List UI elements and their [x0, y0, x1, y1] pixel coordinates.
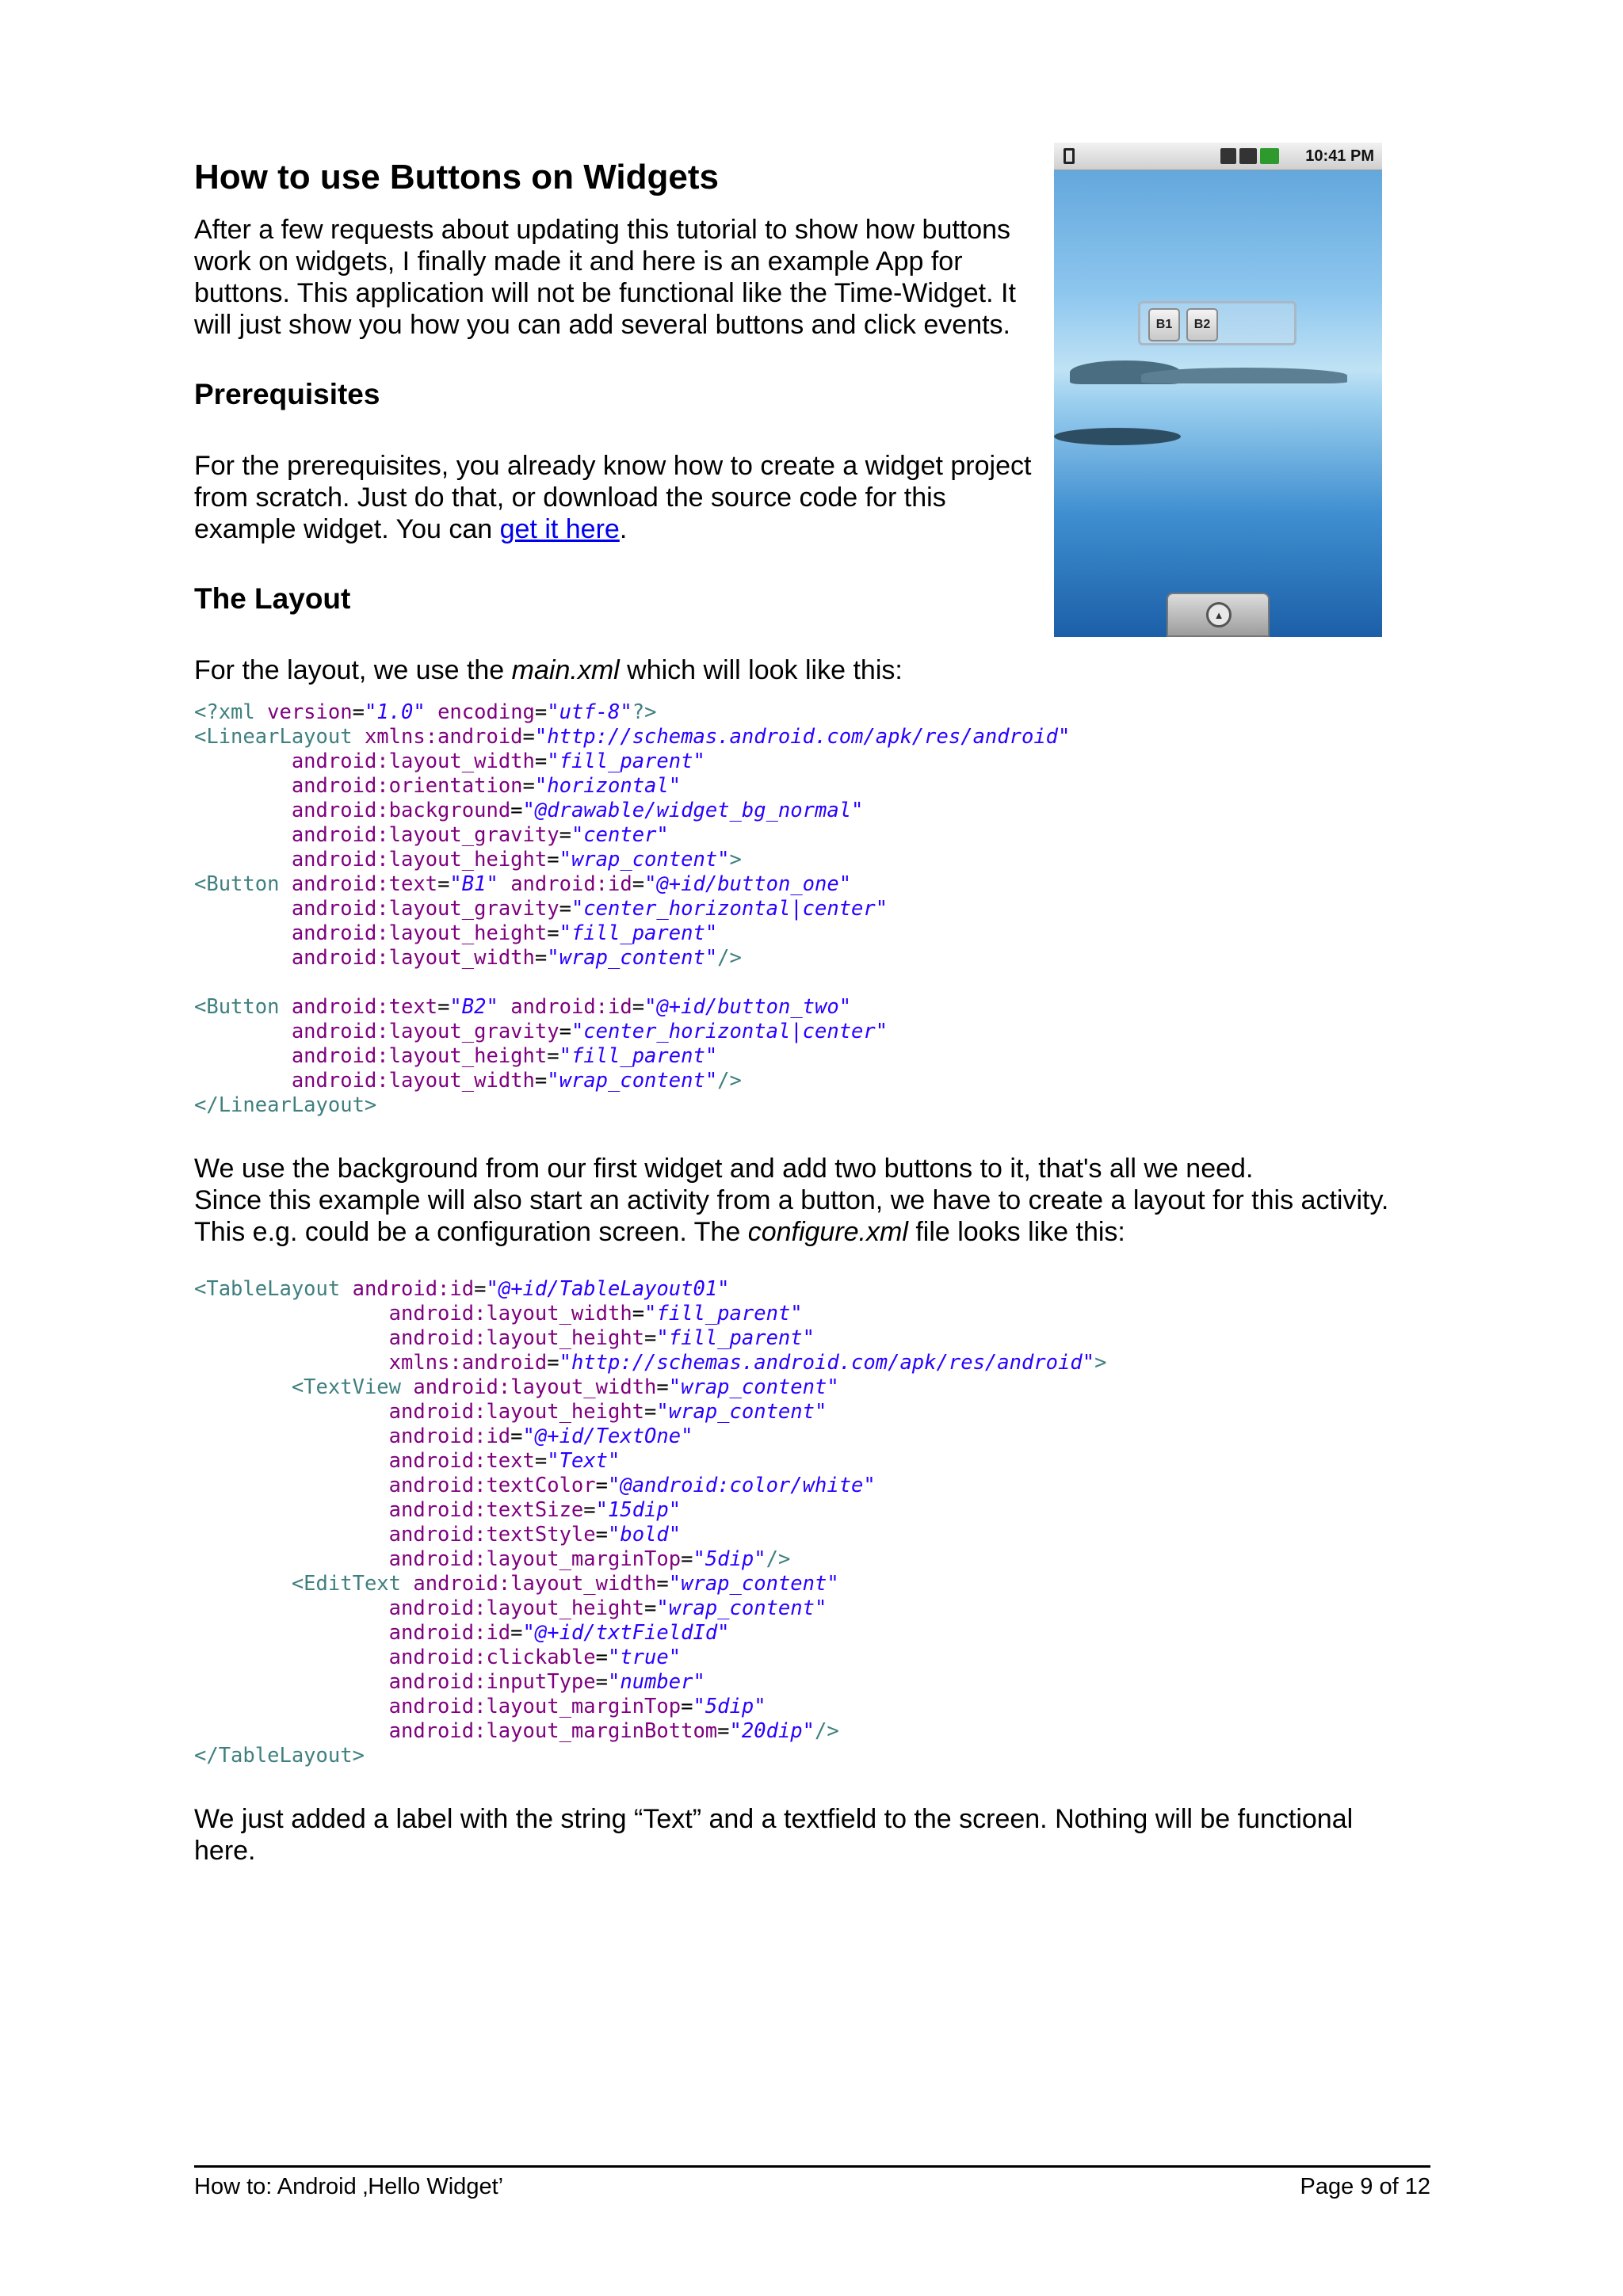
code-token: =	[644, 1596, 657, 1620]
code-token: />	[814, 1719, 839, 1743]
code-token: android:layout_width	[291, 749, 535, 773]
code-token: "wrap_content"	[547, 946, 718, 970]
code-token: "5dip"	[693, 1547, 766, 1571]
code-token: android:id	[352, 1277, 475, 1301]
main-xml-filename: main.xml	[511, 655, 620, 685]
code-line	[194, 774, 681, 798]
code-token	[498, 872, 510, 896]
code-token: "1.0"	[364, 700, 426, 724]
code-token: =	[534, 1449, 548, 1473]
launcher-tray[interactable]	[1167, 593, 1270, 637]
code-token	[194, 1719, 389, 1743]
code-token: =	[559, 1020, 571, 1043]
code-line	[194, 921, 717, 945]
code-token: android:layout_marginBottom	[388, 1719, 718, 1743]
footer-page-number: Page 9 of 12	[1300, 2174, 1430, 2199]
code-token: =	[681, 1695, 693, 1718]
code-line	[194, 1621, 730, 1645]
middle-paragraph: We use the background from our first widget and add two buttons to it, that's all we need. Since this example will also start an activity from a button, we have to create a layout for this activity. This e.g. could be a configuration screen. The configure.xml file looks like this:	[194, 1154, 1389, 1247]
code-token: version	[267, 700, 353, 724]
code-token: />	[717, 1069, 742, 1093]
intro-line: After a few requests about updating this tutorial to show how buttons	[194, 215, 1011, 245]
code-line	[194, 1572, 839, 1596]
code-token: android:layout_width	[388, 1302, 632, 1325]
code-token: "B1"	[449, 872, 498, 896]
code-token: =	[522, 725, 535, 749]
code-token: >	[729, 848, 742, 871]
code-token: "center"	[571, 823, 669, 847]
status-time: 10:41 PM	[1305, 147, 1374, 165]
code-token	[194, 1069, 292, 1093]
widget-button-b1[interactable]: B1	[1148, 308, 1180, 341]
code-token	[194, 1670, 389, 1694]
code-token: android:layout_marginTop	[388, 1547, 682, 1571]
code-line	[194, 1498, 681, 1522]
code-token: =	[510, 1425, 523, 1448]
code-token: android:layout_height	[291, 1044, 548, 1068]
code-token	[194, 1351, 389, 1375]
code-token: <Button	[194, 872, 292, 896]
code-token: =	[437, 872, 450, 896]
prereq-line: For the prerequisites, you already know how to create a widget project	[194, 451, 1032, 481]
code-token: "wrap_content"	[547, 1069, 718, 1093]
code-token: =	[510, 799, 523, 822]
code-token	[426, 700, 437, 724]
code-token: =	[534, 1069, 548, 1093]
code-line	[194, 823, 669, 847]
code-token	[498, 995, 510, 1019]
code-token: android:id	[510, 872, 632, 896]
code-line	[194, 1596, 827, 1620]
code-token: <?xml	[194, 700, 268, 724]
code-token: "5dip"	[693, 1695, 766, 1718]
code-token: <Button	[194, 995, 292, 1019]
sim-card-icon	[1064, 148, 1075, 164]
code-token: android:layout_width	[291, 946, 535, 970]
configure-xml-filename: configure.xml	[747, 1217, 908, 1247]
code-token: =	[559, 897, 571, 921]
code-token: <EditText	[291, 1572, 414, 1596]
code-token: "@+id/TextOne"	[522, 1425, 693, 1448]
code-token: =	[522, 774, 535, 798]
code-token: android:layout_height	[388, 1326, 645, 1350]
code-line	[194, 1375, 839, 1399]
code-token: "http://schemas.android.com/apk/res/android"	[559, 1351, 1095, 1375]
code-token: android:text	[388, 1449, 535, 1473]
code-token	[194, 1400, 389, 1424]
code-line	[194, 1326, 815, 1350]
code-token	[194, 1621, 389, 1645]
code-token: "center_horizontal|center"	[571, 1020, 888, 1043]
code-line	[194, 1093, 376, 1117]
code-token: "B2"	[449, 995, 498, 1019]
signal-strength-icon	[1239, 148, 1257, 164]
network-3g-icon	[1220, 148, 1236, 164]
code-line	[194, 1020, 888, 1043]
code-token: "http://schemas.android.com/apk/res/android"	[534, 725, 1071, 749]
code-token: "wrap_content"	[668, 1572, 839, 1596]
page-title: How to use Buttons on Widgets	[194, 158, 719, 196]
code-token: "number"	[608, 1670, 705, 1694]
code-token: android:layout_gravity	[291, 823, 559, 847]
footer-divider	[194, 2165, 1430, 2168]
code-token	[194, 946, 292, 970]
code-line	[194, 1044, 717, 1068]
code-token: android:clickable	[388, 1646, 596, 1669]
code-token: "fill_parent"	[547, 749, 705, 773]
code-token: "20dip"	[729, 1719, 815, 1743]
intro-line: work on widgets, I finally made it and here is an example App for	[194, 246, 963, 277]
code-token: =	[656, 1375, 669, 1399]
code-token: android:textColor	[388, 1474, 596, 1497]
code-token: android:layout_height	[388, 1400, 645, 1424]
code-token: android:orientation	[291, 774, 523, 798]
code-token: =	[632, 995, 645, 1019]
code-line	[194, 995, 851, 1019]
code-token: "horizontal"	[534, 774, 682, 798]
code-token: />	[766, 1547, 791, 1571]
code-line	[194, 799, 863, 822]
code-token: "@+id/button_two"	[644, 995, 852, 1019]
code-line	[194, 848, 742, 871]
code-token: <TextView	[291, 1375, 414, 1399]
code-line	[194, 1400, 827, 1424]
code-token: "@+id/button_one"	[644, 872, 852, 896]
battery-icon	[1260, 148, 1279, 164]
code-token: xmlns:android	[388, 1351, 548, 1375]
code-token: "@+id/txtFieldId"	[522, 1621, 730, 1645]
code-token: android:textSize	[388, 1498, 584, 1522]
prerequisites-paragraph: For the prerequisites, you already know how to create a widget project from scratch. Just do that, or download the source code for this example widget. You can get it here.	[194, 451, 1032, 544]
code-token: android:id	[510, 995, 632, 1019]
code-token: "wrap_content"	[559, 848, 730, 871]
widget-button-b2[interactable]: B2	[1186, 308, 1218, 341]
code-token	[194, 1020, 292, 1043]
code-token: =	[632, 872, 645, 896]
main-xml-code-block	[194, 700, 1070, 1118]
code-token: android:inputType	[388, 1670, 596, 1694]
code-token: android:layout_height	[291, 848, 548, 871]
code-token: android:layout_gravity	[291, 897, 559, 921]
get-it-here-link[interactable]: get it here	[499, 514, 620, 544]
code-token: "center_horizontal|center"	[571, 897, 888, 921]
code-token	[194, 1044, 292, 1068]
code-line	[194, 1523, 681, 1547]
code-token: =	[547, 1044, 559, 1068]
code-token: <LinearLayout	[194, 725, 365, 749]
code-token	[194, 1523, 389, 1547]
code-token: </LinearLayout>	[194, 1093, 377, 1117]
layout-paragraph: For the layout, we use the main.xml which will look like this:	[194, 655, 903, 685]
code-token: =	[681, 1547, 693, 1571]
prerequisites-heading: Prerequisites	[194, 378, 380, 410]
code-token: xmlns:android	[364, 725, 523, 749]
configure-xml-code-block	[194, 1277, 1106, 1768]
code-line	[194, 725, 1070, 749]
code-token: "true"	[608, 1646, 682, 1669]
code-line	[194, 1277, 730, 1301]
code-token: =	[547, 848, 559, 871]
code-line	[194, 1744, 365, 1768]
code-token: android:text	[291, 872, 438, 896]
code-token: =	[559, 823, 571, 847]
code-token: =	[583, 1498, 596, 1522]
code-token: >	[1094, 1351, 1107, 1375]
code-line	[194, 872, 851, 896]
code-token: =	[595, 1646, 608, 1669]
code-token: ?>	[632, 700, 657, 724]
code-token: =	[717, 1719, 730, 1743]
code-token	[194, 749, 292, 773]
code-line	[194, 1719, 839, 1743]
code-line	[194, 749, 705, 773]
code-token	[194, 1646, 389, 1669]
code-line	[194, 1425, 693, 1448]
code-token	[194, 1474, 389, 1497]
code-token: "@drawable/widget_bg_normal"	[522, 799, 864, 822]
code-token: =	[534, 700, 548, 724]
code-token	[194, 921, 292, 945]
code-token	[194, 1425, 389, 1448]
code-line	[194, 1069, 742, 1093]
code-token: =	[632, 1302, 645, 1325]
code-token: android:background	[291, 799, 511, 822]
code-token: =	[534, 749, 548, 773]
code-token: />	[717, 946, 742, 970]
android-widget-screenshot	[1054, 143, 1382, 637]
code-token: android:layout_width	[291, 1069, 535, 1093]
code-token	[194, 897, 292, 921]
code-token	[194, 848, 292, 871]
code-token: android:id	[388, 1621, 511, 1645]
code-token	[194, 1498, 389, 1522]
code-line	[194, 1670, 705, 1694]
code-token: "fill_parent"	[559, 921, 718, 945]
code-token	[194, 799, 292, 822]
intro-paragraph	[194, 214, 1016, 341]
code-token: =	[474, 1277, 487, 1301]
code-line	[194, 1302, 803, 1325]
code-token: "@+id/TableLayout01"	[486, 1277, 730, 1301]
code-token: =	[534, 946, 548, 970]
code-token: =	[547, 921, 559, 945]
code-token	[194, 1596, 389, 1620]
layout-heading: The Layout	[194, 582, 351, 615]
code-token: "wrap_content"	[656, 1400, 827, 1424]
home-widget	[1138, 301, 1296, 345]
code-token: "fill_parent"	[644, 1302, 803, 1325]
code-token: =	[644, 1326, 657, 1350]
status-bar	[1054, 143, 1382, 170]
code-line	[194, 1646, 681, 1669]
code-token: android:layout_width	[413, 1375, 657, 1399]
code-token: android:layout_marginTop	[388, 1695, 682, 1718]
code-token: android:layout_height	[388, 1596, 645, 1620]
code-token: =	[644, 1400, 657, 1424]
code-token: android:id	[388, 1425, 511, 1448]
code-token	[194, 774, 292, 798]
code-token: =	[547, 1351, 559, 1375]
code-token: "wrap_content"	[656, 1596, 827, 1620]
code-token	[194, 1449, 389, 1473]
code-token: android:text	[291, 995, 438, 1019]
code-token	[194, 1695, 389, 1718]
code-token: "bold"	[608, 1523, 682, 1547]
code-token: =	[352, 700, 365, 724]
intro-line: will just show you how you can add several buttons and click events.	[194, 310, 1010, 340]
code-token: android:layout_height	[291, 921, 548, 945]
intro-line: buttons. This application will not be functional like the Time-Widget. It	[194, 278, 1016, 308]
code-token	[194, 1547, 389, 1571]
code-token: encoding	[437, 700, 535, 724]
prereq-line: example widget. You can	[194, 514, 500, 544]
code-line	[194, 897, 888, 921]
code-token	[194, 1302, 389, 1325]
code-token: "fill_parent"	[656, 1326, 815, 1350]
footer-document-title: How to: Android ‚Hello Widget’	[194, 2174, 504, 2199]
code-token: android:textStyle	[388, 1523, 596, 1547]
code-token: =	[595, 1670, 608, 1694]
closing-paragraph: We just added a label with the string “Text” and a textfield to the screen. Nothing will be functional here.	[194, 1804, 1354, 1866]
code-token: =	[510, 1621, 523, 1645]
code-token: =	[656, 1572, 669, 1596]
code-token: "@android:color/white"	[608, 1474, 876, 1497]
code-token: "fill_parent"	[559, 1044, 718, 1068]
code-token: "Text"	[547, 1449, 621, 1473]
code-line	[194, 1474, 876, 1497]
code-token	[194, 1375, 292, 1399]
code-token: =	[437, 995, 450, 1019]
code-token: android:layout_gravity	[291, 1020, 559, 1043]
code-line	[194, 1351, 1106, 1375]
code-token: "15dip"	[595, 1498, 682, 1522]
code-token	[194, 1326, 389, 1350]
code-token	[194, 1572, 292, 1596]
code-line	[194, 946, 742, 970]
code-token: "utf-8"	[547, 700, 632, 724]
launcher-arrow-icon: ▲	[1206, 602, 1232, 627]
code-token: <TableLayout	[194, 1277, 353, 1301]
code-token: </TableLayout>	[194, 1744, 365, 1768]
prereq-line: from scratch. Just do that, or download the source code for this	[194, 482, 946, 513]
code-token	[194, 823, 292, 847]
code-line	[194, 1547, 790, 1571]
code-line	[194, 1449, 620, 1473]
code-line	[194, 700, 656, 724]
code-token: "wrap_content"	[668, 1375, 839, 1399]
code-token: android:layout_width	[413, 1572, 657, 1596]
code-token: =	[595, 1474, 608, 1497]
code-line	[194, 1695, 766, 1718]
code-token: =	[595, 1523, 608, 1547]
